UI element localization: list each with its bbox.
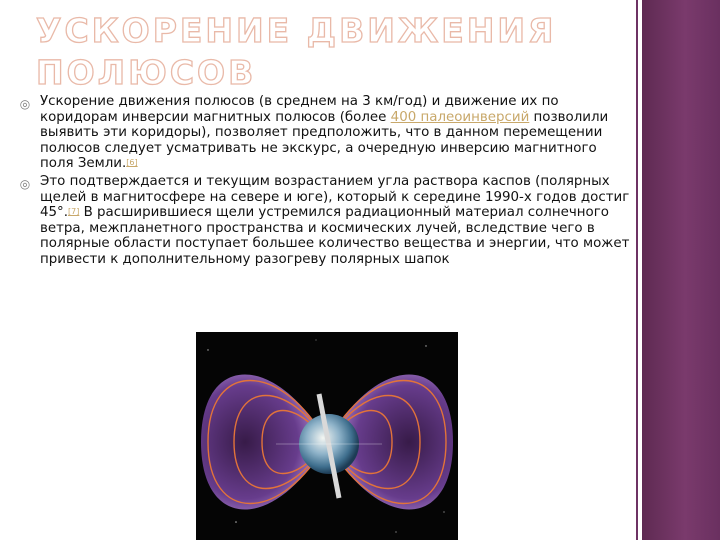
- target-bullet-icon: ◎: [19, 176, 31, 191]
- bullet-1-text-end: позволили выявить эти коридоры), позволяет предположить, что в данном перемещении полюсов следует усматривать не экскурс, а очередную инверсию магнитного поля Земли.: [40, 109, 609, 172]
- reference-7-link[interactable]: [7]: [68, 207, 80, 217]
- side-decor-bar: [642, 0, 720, 540]
- bullet-item-1: [18, 94, 630, 172]
- bullet-item-2: [18, 174, 630, 268]
- bullet-text-1: [40, 94, 630, 172]
- bullet-2-text-end: В расширившиеся щели устремился радиационный материал солнечного ветра, межпланетного пространства и космических лучей, вследствие чего в полярные области поступает большее количество вещества и энергии, что может привести к дополнительному разогреву полярных шапок: [40, 205, 630, 267]
- bullet-text-2: [40, 174, 630, 268]
- slide-content: [18, 94, 630, 268]
- side-divider-line: [636, 0, 638, 540]
- target-bullet-icon: ◎: [19, 97, 31, 111]
- reference-6-link[interactable]: [6]: [126, 158, 138, 168]
- bullet-2-text-start: Это подтверждается и текущим возрастанием угла раствора каспов (полярных щелей в магнитосфере на севере и юге), который к середине 1990-х годов достиг 45°.: [40, 173, 630, 221]
- paleoinversions-link[interactable]: 400 палеоинверсий: [390, 109, 530, 125]
- magnetosphere-figure: [196, 332, 458, 540]
- bullet-1-text-start: Ускорение движения полюсов (в среднем на 3 км/год) и движение их по коридорам инверсии магнитных полюсов (более: [40, 94, 559, 125]
- earth-magnetic-field-illustration: [196, 332, 458, 540]
- slide-title: УСКОРЕНИЕ ДВИЖЕНИЯ ПОЛЮСОВ: [36, 11, 557, 92]
